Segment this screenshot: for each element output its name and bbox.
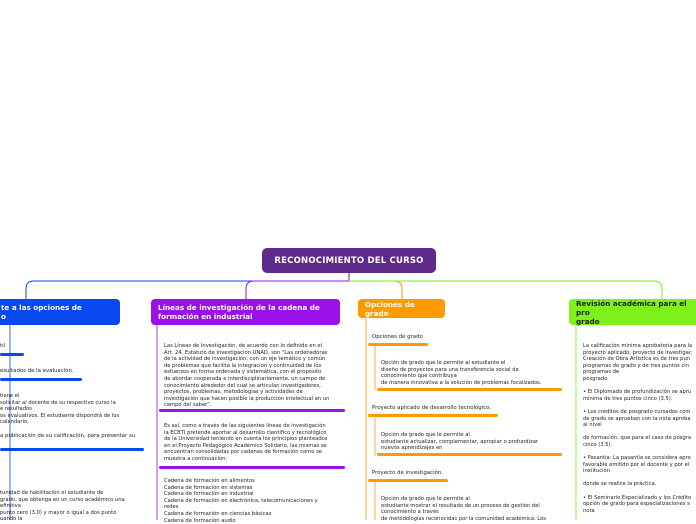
branch-blue[interactable] — [0, 299, 120, 325]
orange-item-1-text: Opción de grado que le permite al estudiante el diseño de proyectos para una transferencia social de conocimiento que contribuya de manera innovativa a la solución de problemas focalizados. — [381, 360, 542, 386]
blue-item-5: tunidad de habilitación el estudiante de grado, que obtenga en un curso académico una efinitiva punto cero (3.0) y mayor o igual a dos punto uando la — [0, 490, 125, 523]
blue-item-3: tiene el solicitar al docente de su respectivo curso la e resultados os evaluativos. El estudiante dispondrá de los calendario, — [0, 393, 120, 426]
branch-green-title: Revisión académica para el pro grado — [576, 298, 687, 326]
blue-item-1: til — [0, 343, 6, 349]
branch-green[interactable] — [569, 299, 696, 325]
purple-paragraph-3: Cadena de formación en alimentos Cadena de formación en sistemas Cadena de formación en industrial Cadena de formación en electrónica, telecomunicaciones y redes Cadena de formación en ciencias básicas Cadena de formación audio — [164, 478, 318, 524]
branch-purple-title: Líneas de investigación de la cadena de formación en industrial — [158, 303, 320, 321]
purple-paragraph-1-underline — [159, 409, 345, 412]
orange-item-3-underline — [368, 479, 448, 482]
purple-paragraph-1: Las Líneas de Investigación, de acuerdo con lo definido en el Art. 24. Estatuto de Investigación UNAD, son "Las ordenadoras de la actividad de investigación, con un eje temático y común de problemas que facilita la integración y continuidad de los esfuerzos en forma ordenada y sistemática, con el propósito de abordar cooperada e interdisciplinariamente, un campo de conocimiento alrededor del cual se articulan investigadores, proyectos, problemas, metodologías y actividades de investigación que hacen posible la producción intelectual en un campo del saber". — [164, 343, 330, 409]
root-title: RECONOCIMIENTO DEL CURSO — [274, 255, 424, 266]
branch-orange[interactable] — [358, 299, 445, 318]
orange-item-2-text: Opción de grado que le permite al estudiante actualizar, complementar, apropiar o profundizar nuevos aprendizajes en — [381, 432, 539, 452]
branch-purple[interactable] — [151, 299, 340, 325]
blue-item-4: a publicación de su calificación, para presentar su — [0, 433, 136, 439]
blue-item-2: esultados de la evaluación. — [0, 368, 74, 374]
root-node[interactable] — [262, 248, 436, 273]
branch-blue-title: te a las opciones de o — [1, 303, 82, 321]
green-text: La calificación mínima aprobatoria para la proyecto aplicado, proyecto de investigac Creación de Obra Artística es de tres pun programas de grado y de tres puntos cin programas de posgrado. • El Diplomado de profundización se apru mínima de tres puntos cinco (3.5). • Los créditos de posgrado cursados com de grado se aprueban con la nota aproba al nivel de formación, que para el caso de posgra cinco (3.5). • Pasantía: La pasantía se considera apro favorable emitido por el docente y por el institución donde se realice la práctica. • El Seminario Especializado y los Crédito opción de grado para especializaciones s nota — [583, 343, 693, 514]
orange-item-2-text-underline — [377, 453, 562, 456]
blue-item-1-underline — [0, 353, 24, 356]
purple-paragraph-2: Es así, como a través de las siguientes líneas de investigación la ECBTI pretende aportar al desarrollo científico y tecnológico de la Universidad teniendo en cuenta los principios planteados en el Proyecto Pedagógico Académico Solidario, las mismas se encuentran consolidadas por cadenas de formación como se muestra a continuación: — [164, 423, 328, 462]
orange-item-1-label[interactable]: Opciones de grado — [372, 334, 423, 340]
orange-item-2-underline — [368, 414, 498, 417]
blue-item-4-underline — [0, 448, 144, 451]
blue-item-2-underline — [0, 378, 82, 381]
orange-item-1-underline — [368, 343, 428, 346]
purple-paragraph-2-underline — [159, 466, 345, 469]
orange-item-1-text-underline — [377, 388, 562, 391]
orange-item-3-label[interactable]: Proyecto de investigación. — [372, 470, 444, 476]
orange-item-2-label[interactable]: Proyecto aplicado de desarrollo tecnológico. — [372, 405, 492, 411]
orange-item-3-text: Opción de grado que le permite al estudiante mostrar el resultado de un proceso de gestión del conocimiento a través de metodologías reconocidas por la comunidad académica. Los — [381, 496, 546, 522]
branch-orange-title: Opciones de grado — [365, 299, 415, 318]
